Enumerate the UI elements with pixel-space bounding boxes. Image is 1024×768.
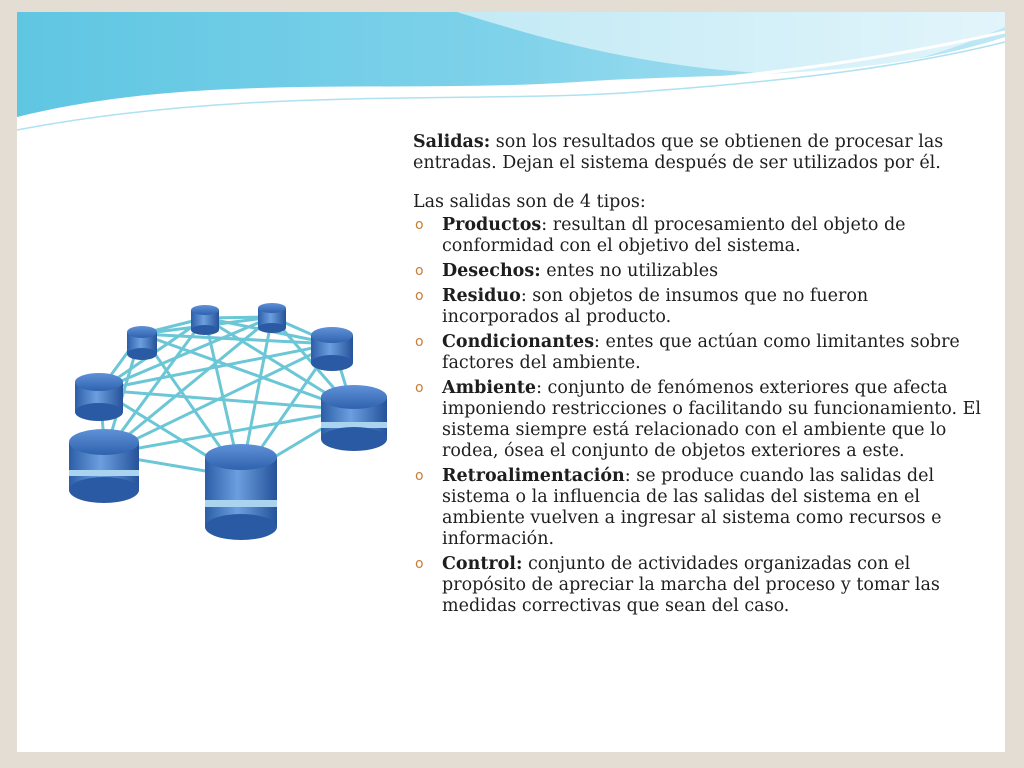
slide-content [413,132,983,621]
intro-term: Salidas: [413,132,491,152]
output-types-list [413,215,983,617]
slide [17,12,1005,752]
list-item-retroalimentacion [413,466,983,550]
bullet-icon: o [415,380,424,396]
item-term: Retroalimentación [442,466,625,486]
item-term: Ambiente [442,378,537,398]
header-wave-decoration [17,12,1005,132]
list-item-residuo [413,286,983,328]
item-text: : son objetos de insumos que no fueron incorporados al producto. [442,286,869,327]
item-text: conjunto de actividades organizadas con el propósito de apreciar la marcha del proceso y tomar las medidas correctivas que sean del caso. [442,554,940,616]
list-item-productos [413,215,983,257]
bullet-icon: o [415,556,424,572]
bullet-icon: o [415,263,424,279]
list-item-control [413,554,983,617]
item-term: Condicionantes [442,332,595,352]
intro-text: son los resultados que se obtienen de procesar las entradas. Dejan el sistema después de ser utilizados por él. [413,132,944,173]
intro-paragraph [413,132,983,174]
types-heading: Las salidas son de 4 tipos: [413,192,646,212]
list-item-desechos [413,261,983,282]
database-network-icon [45,262,390,582]
item-text: entes no utilizables [540,261,719,281]
item-text: : resultan dl procesamiento del objeto de conformidad con el objetivo del sistema. [442,215,906,256]
list-item-condicionantes [413,332,983,374]
bullet-icon: o [415,468,424,484]
item-term: Productos [442,215,542,235]
bullet-icon: o [415,334,424,350]
item-text: : conjunto de fenómenos exteriores que afecta imponiendo restricciones o facilitando su funcionamiento. El sistema siempre está relacionado con el ambiente que lo rodea, ósea el conjunto de objetos exteriores a este. [442,378,982,461]
item-text: : entes que actúan como limitantes sobre factores del ambiente. [442,332,960,373]
item-term: Residuo [442,286,521,306]
item-text: : se produce cuando las salidas del sistema o la influencia de las salidas del sistema en el ambiente vuelven a ingresar al sistema como recursos e información. [442,466,942,549]
list-item-ambiente [413,378,983,462]
item-term: Desechos: [442,261,541,281]
item-term: Control: [442,554,523,574]
bullet-icon: o [415,217,424,233]
bullet-icon: o [415,288,424,304]
